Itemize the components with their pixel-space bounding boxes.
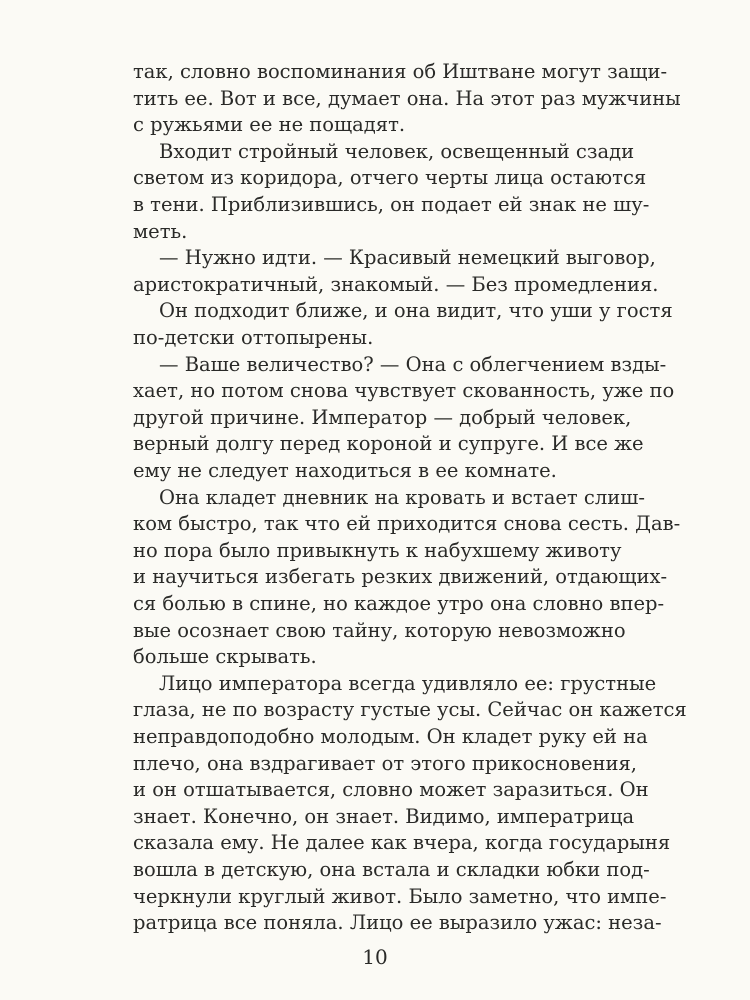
text-line: черкнули круглый живот. Было заметно, что импе- (133, 884, 667, 908)
text-line: Лицо императора всегда удивляло ее: грустные (159, 671, 657, 695)
text-line: по-детски оттопырены. (133, 326, 374, 349)
text-line: вошла в детскую, она встала и складки юбки под- (133, 858, 650, 881)
text-line: ратрица все поняла. Лицо ее выразило ужас: неза- (133, 911, 662, 935)
text-line: плечо, она вздрагивает от этого прикосновения, (133, 751, 637, 775)
text-line: Он подходит ближе, и она видит, что уши у гостя (159, 299, 673, 323)
text-line: знает. Конечно, он знает. Видимо, императрица (133, 804, 635, 828)
text-line: другой причине. Император — добрый человек, (133, 405, 632, 429)
text-line: Входит стройный человек, освещенный сзади (159, 139, 635, 163)
page-number: 10 (362, 945, 388, 969)
text-line: аристократичный, знакомый. — Без промедления. (133, 272, 659, 296)
text-line: и научиться избегать резких движений, отдающих- (133, 565, 668, 589)
text-line: хает, но потом снова чувствует скованность, уже по (133, 379, 675, 403)
text-line: ком быстро, так что ей приходится снова сесть. Дав- (133, 512, 681, 536)
text-line: светом из коридора, отчего черты лица остаются (133, 166, 647, 190)
text-line: меть. (133, 219, 188, 243)
text-line: и он отшатывается, словно может заразиться. Он (133, 778, 649, 802)
text-line: ему не следует находиться в ее комнате. (133, 459, 557, 482)
text-line: верный долгу перед короной и супруге. И все же (133, 432, 644, 456)
text-line: — Ваше величество? — Она с облегчением взды- (159, 352, 667, 376)
text-line: глаза, не по возрасту густые усы. Сейчас он кажется (133, 698, 687, 722)
text-line: сказала ему. Не далее как вчера, когда государыня (133, 831, 671, 855)
text-line: тить ее. Вот и все, думает она. На этот раз мужчины (133, 86, 681, 110)
text-line: неправдоподобно молодым. Он кладет руку ей на (133, 725, 648, 748)
text-line: Она кладет дневник на кровать и встает слиш- (159, 485, 645, 509)
text-line: больше скрывать. (133, 645, 317, 669)
text-line: вые осознает свою тайну, которую невозможно (133, 618, 626, 642)
text-line: так, словно воспоминания об Иштване могут защи- (133, 60, 668, 83)
text-line: с ружьями ее не пощадят. (133, 113, 406, 137)
text-line: в тени. Приблизившись, он подает ей знак не шу- (133, 193, 650, 216)
text-line: — Нужно идти. — Красивый немецкий выговор, (159, 246, 656, 270)
text-line: ся болью в спине, но каждое утро она словно впер- (133, 592, 665, 615)
text-line: но пора было привыкнуть к набухшему животу (133, 538, 622, 562)
